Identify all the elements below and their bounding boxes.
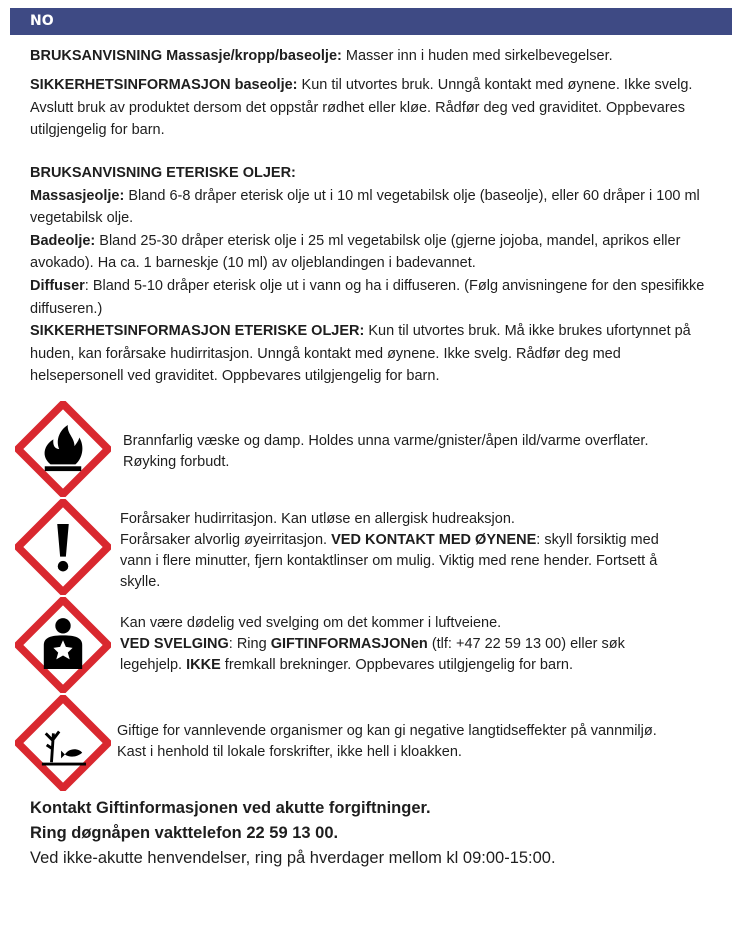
health-poison-info: GIFTINFORMASJONen <box>270 636 428 652</box>
eo-diffuser-label: Diffuser <box>30 277 85 294</box>
eo-bath-text: Bland 25-30 dråper eterisk olje i 25 ml vegetabilsk olje (gjerne jojoba, mandel, aprikos eller avokado). Ha ca. 1 barneskje (10 ml) av oljeblandingen i badevannet. <box>30 232 681 272</box>
health-text-3: fremkall brekninger. Oppbevares utilgjengelig for barn. <box>220 657 573 673</box>
base-usage-title: BRUKSANVISNING Massasje/kropp/baseolje: <box>30 48 342 64</box>
environment-icon <box>15 695 111 791</box>
health-hazard-text <box>120 613 690 676</box>
contact-line2: Ring døgnåpen vakttelefon 22 59 13 00. <box>30 824 339 842</box>
health-do-not: IKKE <box>186 657 221 673</box>
language-code: NO <box>30 13 54 29</box>
health-if-swallowed: VED SVELGING <box>120 636 229 652</box>
eo-massage-label: Massasjeolje: <box>30 187 125 204</box>
eo-massage-text: Bland 6-8 dråper eterisk olje ut i 10 ml vegetabilsk olje (baseolje), eller 60 dråper i 100 ml vegetabilsk olje. <box>30 187 700 227</box>
contact-line3: Ved ikke-akutte henvendelser, ring på hverdager mellom kl 09:00-15:00. <box>30 849 556 867</box>
eo-safety-paragraph <box>30 320 710 388</box>
base-usage-text: Masser inn i huden med sirkelbevegelser. <box>341 48 613 64</box>
exclamation-line2a: Forårsaker alvorlig øyeirritasjon. <box>120 532 332 548</box>
contact-line1: Kontakt Giftinformasjonen ved akutte forgiftninger. <box>30 799 431 817</box>
eo-usage-title: BRUKSANVISNING ETERISKE OLJER: <box>30 165 296 181</box>
health-text-1: : Ring <box>228 636 271 652</box>
health-line1: Kan være dødelig ved svelging om det kommer i luftveiene. <box>120 615 502 631</box>
base-usage-paragraph <box>30 45 730 68</box>
contact-section <box>30 796 556 871</box>
flame-hazard-text: Brannfarlig væske og damp. Holdes unna varme/gnister/åpen ild/varme overflater. Røyking forbudt. <box>123 433 649 470</box>
language-header-bar <box>10 8 732 35</box>
exclamation-icon <box>15 499 111 595</box>
eo-bath-paragraph <box>30 230 710 275</box>
exclamation-eye-contact: VED KONTAKT MED ØYNENE <box>331 532 537 548</box>
eo-bath-label: Badeolje: <box>30 232 96 249</box>
environment-hazard-text: Giftige for vannlevende organismer og kan gi negative langtidseffekter på vannmiljø. Kast i henhold til lokale forskrifter, ikke hell i kloakken. <box>117 723 657 760</box>
health-hazard-icon <box>15 597 111 693</box>
flame-icon <box>15 401 111 497</box>
health-text-2: (tlf: +47 22 59 13 00) eller søk legehjelp. <box>120 636 625 673</box>
eo-diffuser-paragraph <box>30 275 710 320</box>
eo-massage-paragraph <box>30 185 710 230</box>
base-safety-title: SIKKERHETSINFORMASJON baseolje: <box>30 77 298 93</box>
exclamation-hazard-text <box>120 509 660 593</box>
eo-usage-section <box>30 162 710 320</box>
base-safety-paragraph <box>30 74 710 142</box>
eo-diffuser-text: : Bland 5-10 dråper eterisk olje ut i vann og ha i diffuseren. (Følg anvisningene for den spesifikke diffuseren.) <box>30 277 705 317</box>
base-safety-text: Kun til utvortes bruk. Unngå kontakt med øynene. Ikke svelg. Avslutt bruk av produktet dersom det oppstår rødhet eller kløe. Rådfør deg ved graviditet. Oppbevares utilgjengelig for barn. <box>30 77 693 139</box>
eo-safety-title: SIKKERHETSINFORMASJON ETERISKE OLJER: <box>30 323 365 339</box>
eo-safety-text: Kun til utvortes bruk. Må ikke brukes ufortynnet på huden, kan forårsake hudirritasjon. Unngå kontakt med øynene. Ikke svelg. Rådfør deg med helsepersonell ved graviditet. Oppbevares utilgjengelig for barn. <box>30 323 691 385</box>
exclamation-line2c: : skyll forsiktig med vann i flere minutter, fjern kontaktlinser om mulig. Viktig med rene hender. Fortsett å skylle. <box>120 532 659 590</box>
exclamation-line1: Forårsaker hudirritasjon. Kan utløse en allergisk hudreaksjon. <box>120 511 515 527</box>
